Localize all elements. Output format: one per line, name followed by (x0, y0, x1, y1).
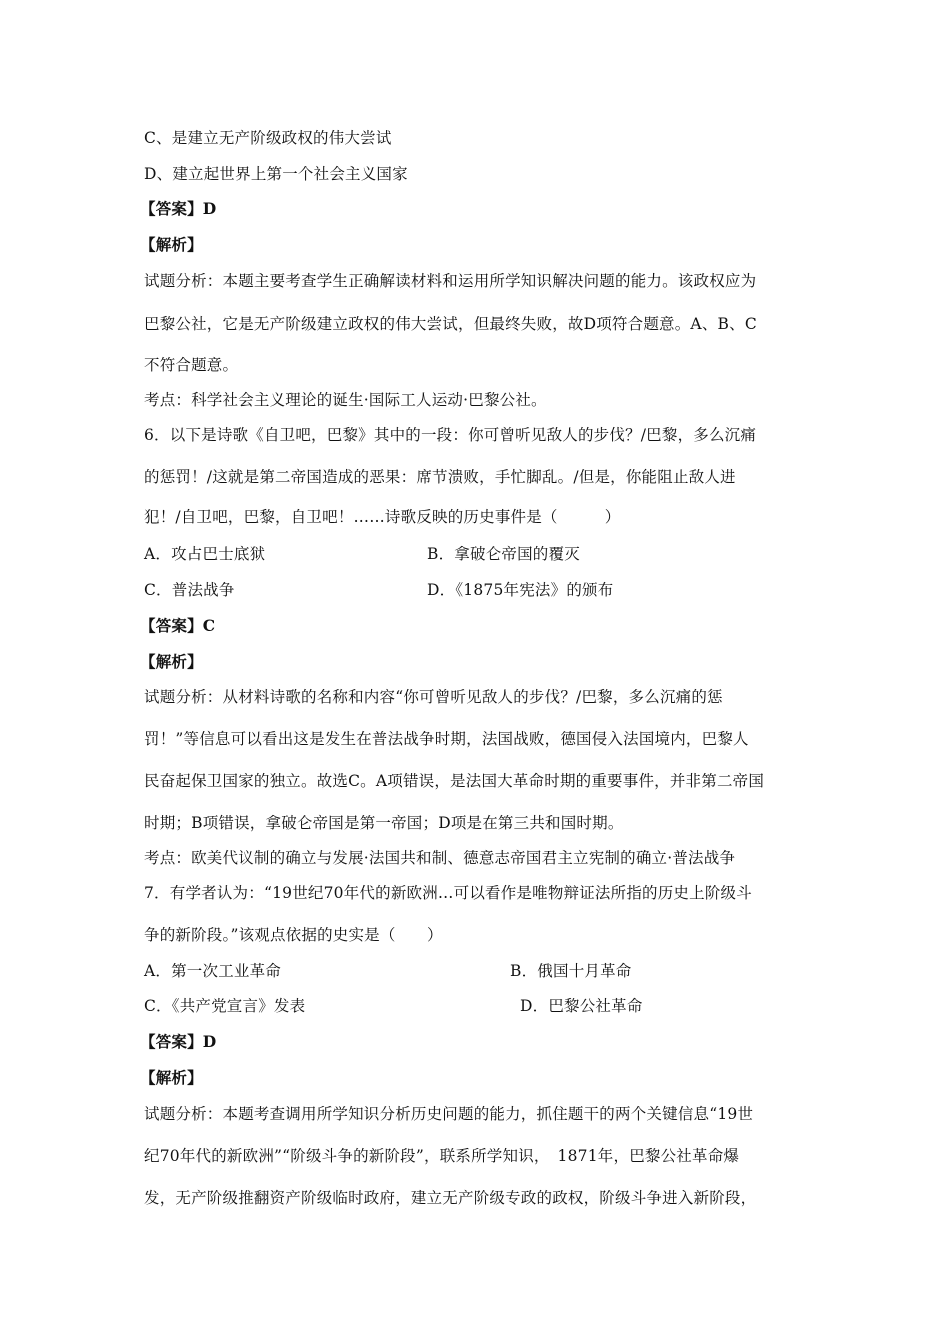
q6-answer: 【答案】C (140, 616, 216, 635)
q5-analysis-label: 【解析】 (140, 235, 203, 254)
q7-stem-line-1: 7．有学者认为：“19世纪70年代的新欧洲…可以看作是唯物辩证法所指的历史上阶级斗 (144, 884, 752, 902)
q7-option-a: A．第一次工业革命 (144, 962, 281, 980)
q6-analysis-line-2: 罚！”等信息可以看出这是发生在普法战争时期，法国战败，德国侵入法国境内，巴黎人 (144, 730, 749, 748)
q6-analysis-line-4: 时期；B项错误，拿破仑帝国是第一帝国；D项是在第三共和国时期。 (144, 814, 624, 832)
q6-analysis-line-1: 试题分析：从材料诗歌的名称和内容“你可曾听见敌人的步伐？/巴黎，多么沉痛的惩 (144, 688, 723, 706)
q6-stem-line-1: 6．以下是诗歌《自卫吧，巴黎》其中的一段：你可曾听见敌人的步伐？/巴黎，多么沉痛 (144, 426, 757, 444)
q7-analysis-label: 【解析】 (140, 1068, 203, 1087)
q7-analysis-line-1: 试题分析：本题考查调用所学知识分析历史问题的能力，抓住题干的两个关键信息“19世 (144, 1105, 754, 1123)
q6-kaodian: 考点：欧美代议制的确立与发展·法国共和制、德意志帝国君主立宪制的确立·普法战争 (144, 849, 736, 867)
q7-stem-line-2: 争的新阶段。”该观点依据的史实是（ ） (144, 926, 443, 944)
q6-stem-line-3: 犯！/自卫吧，巴黎，自卫吧！……诗歌反映的历史事件是（ ） (144, 508, 621, 526)
q6-option-b: B．拿破仑帝国的覆灭 (427, 545, 580, 563)
q5-analysis-line-2: 巴黎公社，它是无产阶级建立政权的伟大尝试，但最终失败，故D项符合题意。A、B、C (144, 315, 757, 333)
q7-option-d: D．巴黎公社革命 (520, 997, 643, 1015)
q5-analysis-line-3: 不符合题意。 (144, 356, 239, 374)
q6-option-a: A．攻占巴士底狱 (144, 545, 266, 563)
q6-option-d: D．《1875年宪法》的颁布 (427, 581, 614, 599)
q7-analysis-line-3: 发，无产阶级推翻资产阶级临时政府，建立无产阶级专政的政权，阶级斗争进入新阶段， (144, 1189, 757, 1207)
q7-analysis-line-2: 纪70年代的新欧洲”“阶级斗争的新阶段”，联系所学知识， 1871年，巴黎公社革命爆 (144, 1147, 740, 1165)
q5-analysis-line-1: 试题分析：本题主要考查学生正确解读材料和运用所学知识解决问题的能力。该政权应为 (144, 272, 757, 290)
q5-answer: 【答案】D (140, 199, 217, 218)
q5-option-c: C、是建立无产阶级政权的伟大尝试 (144, 129, 392, 147)
q5-kaodian: 考点：科学社会主义理论的诞生·国际工人运动·巴黎公社。 (144, 391, 547, 409)
q7-option-c: C．《共产党宣言》发表 (144, 997, 306, 1015)
q6-option-c: C．普法战争 (144, 581, 235, 599)
q6-analysis-line-3: 民奋起保卫国家的独立。故选C。A项错误，是法国大革命时期的重要事件，并非第二帝国 (144, 772, 765, 790)
q5-option-d: D、建立起世界上第一个社会主义国家 (144, 165, 408, 183)
q7-answer: 【答案】D (140, 1032, 217, 1051)
q7-option-b: B．俄国十月革命 (510, 962, 632, 980)
q6-analysis-label: 【解析】 (140, 652, 203, 671)
q6-stem-line-2: 的惩罚！/这就是第二帝国造成的恶果：席节溃败，手忙脚乱。/但是，你能阻止敌人进 (144, 468, 736, 486)
